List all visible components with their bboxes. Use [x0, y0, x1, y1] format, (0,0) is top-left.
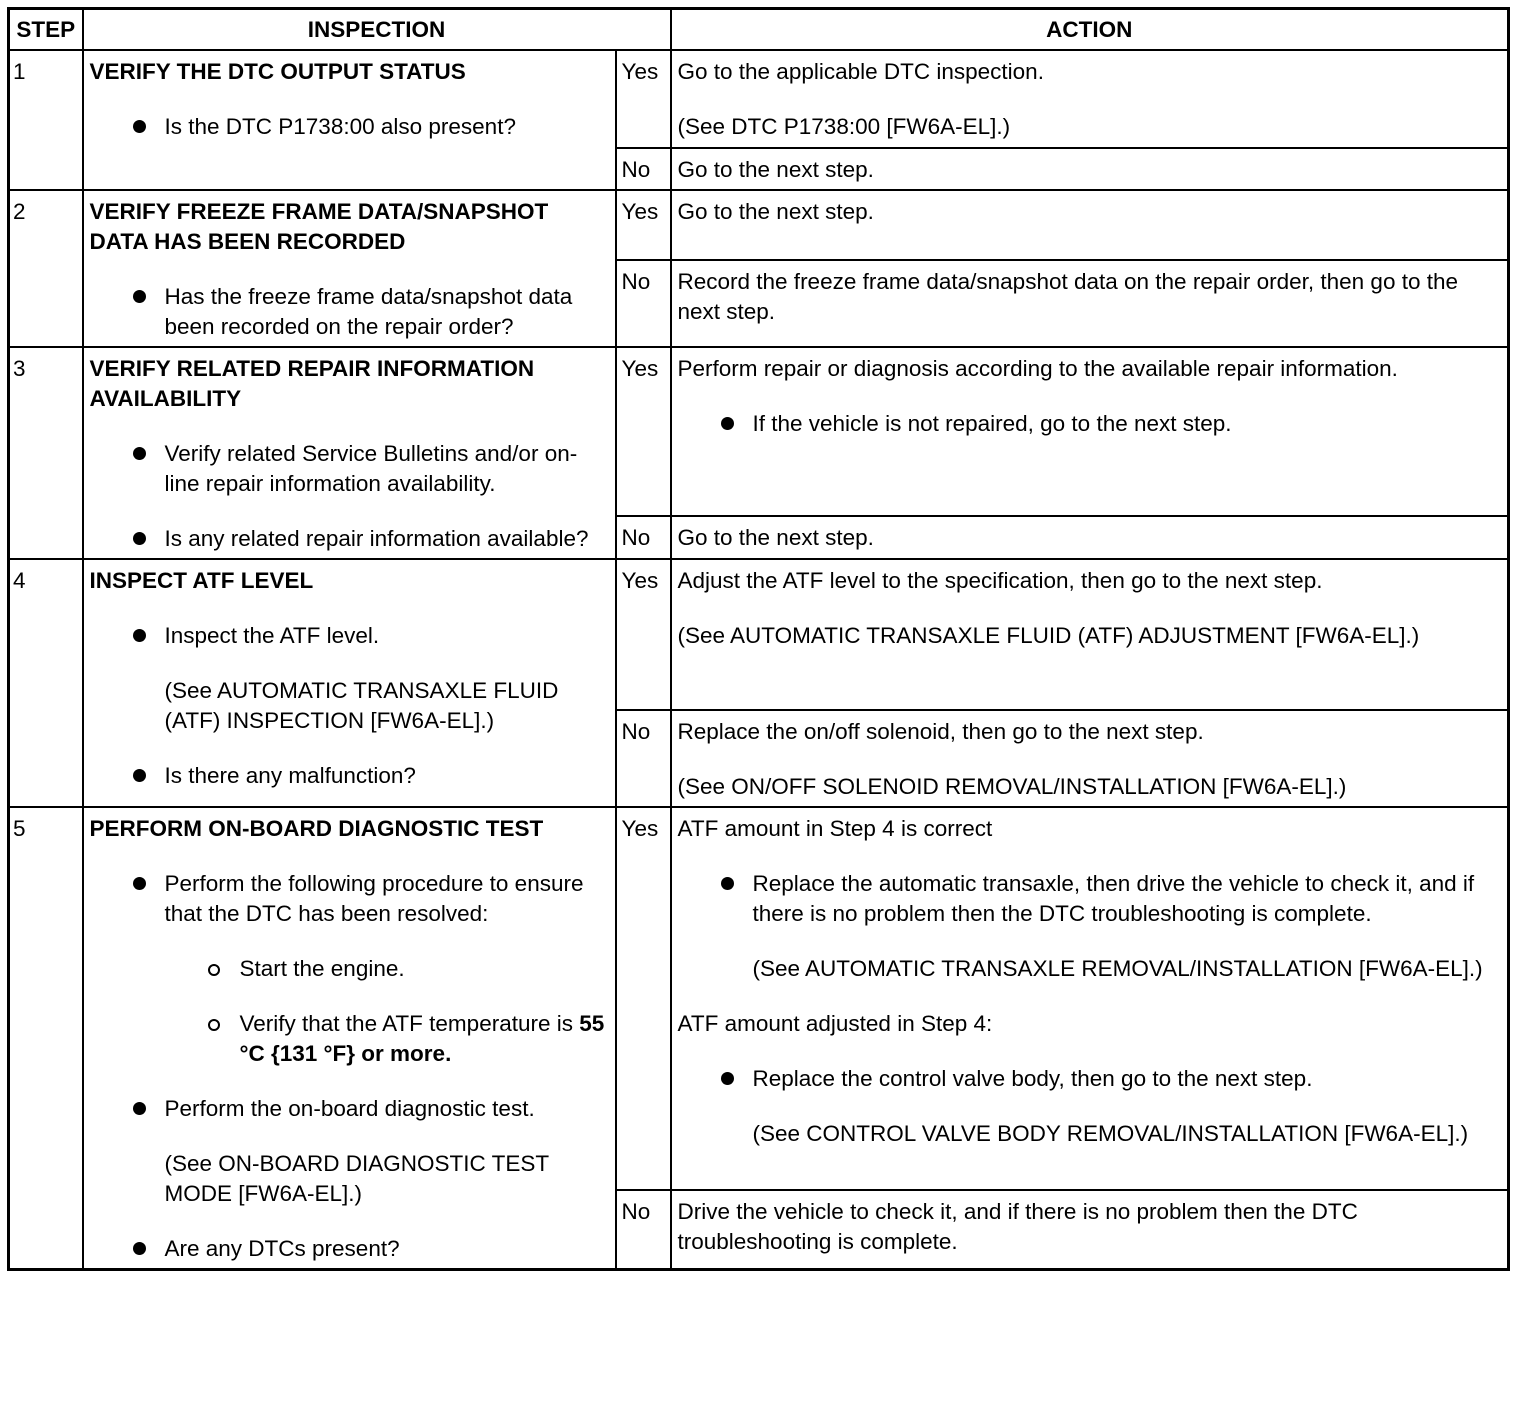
no-label: No: [616, 148, 671, 190]
yes-label: Yes: [616, 347, 671, 516]
inspection-sub-bullet: Start the engine.: [90, 954, 609, 984]
action-no: Replace the on/off solenoid, then go to the next step. (See ON/OFF SOLENOID REMOVAL/INSTALLATION [FW6A-EL].): [671, 710, 1509, 807]
bullet-dot-icon: [133, 629, 146, 642]
diagnostic-procedure-table: [7, 7, 1510, 1271]
action-no: Record the freeze frame data/snapshot data on the repair order, then go to the next step.: [671, 260, 1509, 347]
action-yes: Perform repair or diagnosis according to the available repair information. If the vehicle is not repaired, go to the next step.: [671, 347, 1509, 516]
inspection-list: [90, 621, 609, 791]
inspection-cell: [83, 50, 616, 190]
reference-text: (See CONTROL VALVE BODY REMOVAL/INSTALLATION [FW6A-EL].): [752, 1121, 1469, 1146]
no-label: No: [616, 516, 671, 559]
bullet-dot-icon: [721, 877, 734, 890]
no-label: No: [616, 1190, 671, 1270]
bullet-circle-icon: [208, 1019, 220, 1031]
step-number: 5: [9, 807, 83, 1270]
header-action: ACTION: [671, 9, 1509, 51]
page: [7, 7, 1510, 1271]
table-row: [9, 559, 1509, 710]
action-yes: Go to the next step.: [671, 190, 1509, 260]
action-bullet: If the vehicle is not repaired, go to the next step.: [678, 409, 1502, 439]
inspection-list: [90, 439, 609, 554]
table-row: [9, 190, 1509, 260]
inspection-bullet: Perform the on-board diagnostic test. (See ON-BOARD DIAGNOSTIC TEST MODE [FW6A-EL].): [90, 1094, 609, 1209]
bullet-dot-icon: [133, 1242, 146, 1255]
reference-text: (See ON-BOARD DIAGNOSTIC TEST MODE [FW6A-EL].): [164, 1151, 549, 1206]
inspection-cell: [83, 190, 616, 347]
action-no: Drive the vehicle to check it, and if there is no problem then the DTC troubleshooting is complete.: [671, 1190, 1509, 1270]
inspection-bullet: Are any DTCs present?: [90, 1234, 609, 1264]
inspection-bullet: Has the freeze frame data/snapshot data been recorded on the repair order?: [90, 282, 609, 342]
action-no: Go to the next step.: [671, 516, 1509, 559]
bullet-circle-icon: [208, 964, 220, 976]
reference-text: (See AUTOMATIC TRANSAXLE REMOVAL/INSTALLATION [FW6A-EL].): [752, 956, 1483, 981]
table-row: [9, 807, 1509, 1190]
action-no: Go to the next step.: [671, 148, 1509, 190]
inspection-list: [90, 112, 609, 142]
bullet-dot-icon: [133, 769, 146, 782]
bullet-dot-icon: [133, 532, 146, 545]
bullet-dot-icon: [721, 417, 734, 430]
inspection-list: [90, 869, 609, 1264]
action-yes: ATF amount in Step 4 is correct Replace the automatic transaxle, then drive the vehicle to check it, and if there is no problem then the DTC troubleshooting is complete. (See AUTOMATIC TRANSAXLE REMOVAL/INSTALLATION [FW6A-EL].) ATF amount adjusted in Step 4: Replace the control valve body, then go to the next step. (See CONTROL VALVE BODY REMOVAL/INSTALLATION [FW6A-EL].): [671, 807, 1509, 1190]
inspection-sub-bullet: Verify that the ATF temperature is 55 °C {131 °F} or more.: [90, 1009, 609, 1069]
table-row: [9, 50, 1509, 148]
inspection-title: VERIFY THE DTC OUTPUT STATUS: [89, 59, 466, 84]
header-inspection: INSPECTION: [83, 9, 671, 51]
action-list: [678, 869, 1502, 984]
step-number: 2: [9, 190, 83, 347]
inspection-bullet: Is there any malfunction?: [90, 761, 609, 791]
no-label: No: [616, 710, 671, 807]
inspection-title: PERFORM ON-BOARD DIAGNOSTIC TEST: [89, 816, 544, 841]
bullet-dot-icon: [133, 877, 146, 890]
inspection-bullet: Verify related Service Bulletins and/or on-line repair information availability.: [90, 439, 609, 499]
step-number: 3: [9, 347, 83, 559]
header-row: [9, 9, 1509, 51]
yes-label: Yes: [616, 559, 671, 710]
bullet-dot-icon: [721, 1072, 734, 1085]
inspection-cell: [83, 347, 616, 559]
bullet-dot-icon: [133, 120, 146, 133]
inspection-title: VERIFY FREEZE FRAME DATA/SNAPSHOT DATA HAS BEEN RECORDED: [89, 199, 549, 254]
action-list: [678, 1064, 1502, 1149]
action-list: [678, 409, 1502, 439]
action-yes: Go to the applicable DTC inspection. (See DTC P1738:00 [FW6A-EL].): [671, 50, 1509, 148]
reference-text: (See AUTOMATIC TRANSAXLE FLUID (ATF) INSPECTION [FW6A-EL].): [164, 678, 559, 733]
action-yes: Adjust the ATF level to the specification, then go to the next step. (See AUTOMATIC TRANSAXLE FLUID (ATF) ADJUSTMENT [FW6A-EL].): [671, 559, 1509, 710]
inspection-title: VERIFY RELATED REPAIR INFORMATION AVAILABILITY: [89, 356, 535, 411]
step-number: 4: [9, 559, 83, 807]
action-bullet: Replace the control valve body, then go to the next step. (See CONTROL VALVE BODY REMOVAL/INSTALLATION [FW6A-EL].): [678, 1064, 1502, 1149]
inspection-bullet: Perform the following procedure to ensure that the DTC has been resolved:: [90, 869, 609, 929]
inspection-cell: [83, 559, 616, 807]
inspection-list: [90, 282, 609, 342]
header-step: STEP: [9, 9, 83, 51]
yes-label: Yes: [616, 807, 671, 1190]
inspection-title: INSPECT ATF LEVEL: [89, 568, 314, 593]
bullet-dot-icon: [133, 1102, 146, 1115]
yes-label: Yes: [616, 50, 671, 148]
inspection-bullet: Is the DTC P1738:00 also present?: [90, 112, 609, 142]
inspection-bullet: Inspect the ATF level. (See AUTOMATIC TRANSAXLE FLUID (ATF) INSPECTION [FW6A-EL].): [90, 621, 609, 736]
inspection-cell: [83, 807, 616, 1270]
table-row: [9, 347, 1509, 516]
step-number: 1: [9, 50, 83, 190]
temperature-spec: 55 °C {131 °F} or more.: [239, 1011, 605, 1066]
yes-label: Yes: [616, 190, 671, 260]
bullet-dot-icon: [133, 447, 146, 460]
inspection-bullet: Is any related repair information available?: [90, 524, 609, 554]
bullet-dot-icon: [133, 290, 146, 303]
action-bullet: Replace the automatic transaxle, then drive the vehicle to check it, and if there is no problem then the DTC troubleshooting is complete. (See AUTOMATIC TRANSAXLE REMOVAL/INSTALLATION [FW6A-EL].): [678, 869, 1502, 984]
no-label: No: [616, 260, 671, 347]
